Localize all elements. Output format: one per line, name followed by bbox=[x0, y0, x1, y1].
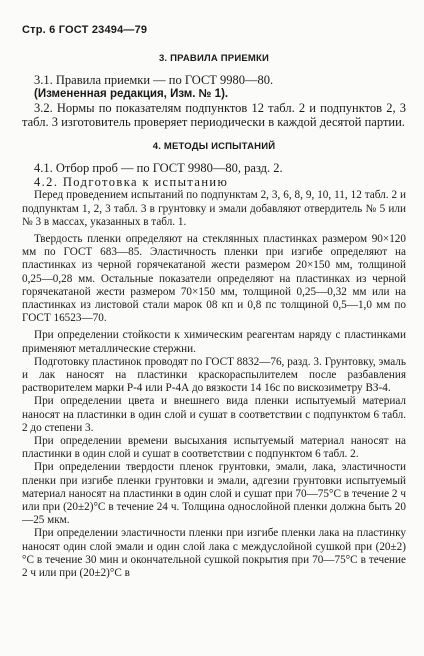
paragraph: При определении цвета и внешнего вида пленки испытуемый материал наносят на пластинки в один слой и сушат в соответствии с подпунктом 6 табл. 2 до степени 3. bbox=[22, 395, 406, 434]
section-3-title: 3. ПРАВИЛА ПРИЕМКИ bbox=[158, 53, 270, 64]
paragraph: При определении эластичности пленки при изгибе пленки лака на пластинку наносят один слой эмали и один слой лака с междуслойной сушкой при (20±2)°С в течение 30 мин и окончательной сушкой покрытия при 70—75°С в течение 2 ч или при (20±2)°С в bbox=[22, 527, 406, 580]
paragraph: При определении твердости пленок грунтовки, эмали, лака, эластичности пленки при изгибе пленки грунтовки и эмали, адгезии грунтовки испытуемый материал наносят на пластинки в один слой и сушат при 70—75°С в течение 2 ч или при (20±2)°С в течение 24 ч. Толщина однослойной пленки должна быть 20—25 мкм. bbox=[22, 461, 406, 527]
clause-3-1: 3.1. Правила приемки — по ГОСТ 9980—80. bbox=[34, 73, 274, 88]
paragraph: При определении времени высыхания испытуемый материал наносят на пластинки в один слой и сушат в соответствии с подпунктом 6 табл. 2. bbox=[22, 435, 406, 461]
section-4-title: 4. МЕТОДЫ ИСПЫТАНИЙ bbox=[152, 141, 276, 153]
clause-4-1: 4.1. Отбор проб — по ГОСТ 9980—80, разд. 2. bbox=[34, 161, 283, 176]
paragraph: Перед проведением испытаний по подпунктам 2, 3, 6, 8, 9, 10, 11, 12 табл. 2 и подпунктам 1, 2, 3 табл. 3 в грунтовку и эмали добавляют отвердитель № 5 или № 3 в массах, указанных в табл. 1. bbox=[22, 189, 406, 228]
paragraph: При определении стойкости к химическим реагентам наряду с пластинками применяют металлические стержни. bbox=[22, 329, 406, 355]
clause-3-2: 3.2. Нормы по показателям подпунктов 12 табл. 2 и подпунктов 2, 3 табл. 3 изготовитель проверяет периодически в каждой десятой партии. bbox=[22, 101, 406, 130]
page-content bbox=[22, 52, 406, 580]
paragraph: Подготовку пластинок проводят по ГОСТ 8832—76, разд. 3. Грунтовку, эмаль и лак наносят на пластинки краскораспылителем после разбавления растворителем марки Р-4 или Р-4А до вязкости 14 16с по вискозиметру ВЗ-4. bbox=[22, 355, 406, 395]
paragraph: Твердость пленки определяют на стеклянных пластинках размером 90×120 мм по ГОСТ 683—85. Эластичность пленки при изгибе определяют на пластинках из черной горячекатаной жести размером 20×150 мм, толщиной 0,25—0,28 мм. Остальные показатели определяют на пластинках из черной горячекатаной жести размером 70×150 мм, толщиной 0,25—0,32 мм или на пластинках из листовой стали марок 08 кп и 0,8 пс толщиной 0,5—1,0 мм по ГОСТ 16523—70. bbox=[22, 233, 406, 325]
clause-4-2: 4.2. Подготовка к испытанию bbox=[34, 175, 229, 190]
amendment-note: (Измененная редакция, Изм. № 1). bbox=[34, 88, 229, 101]
page-header: Стр. 6 ГОСТ 23494—79 bbox=[22, 24, 148, 36]
